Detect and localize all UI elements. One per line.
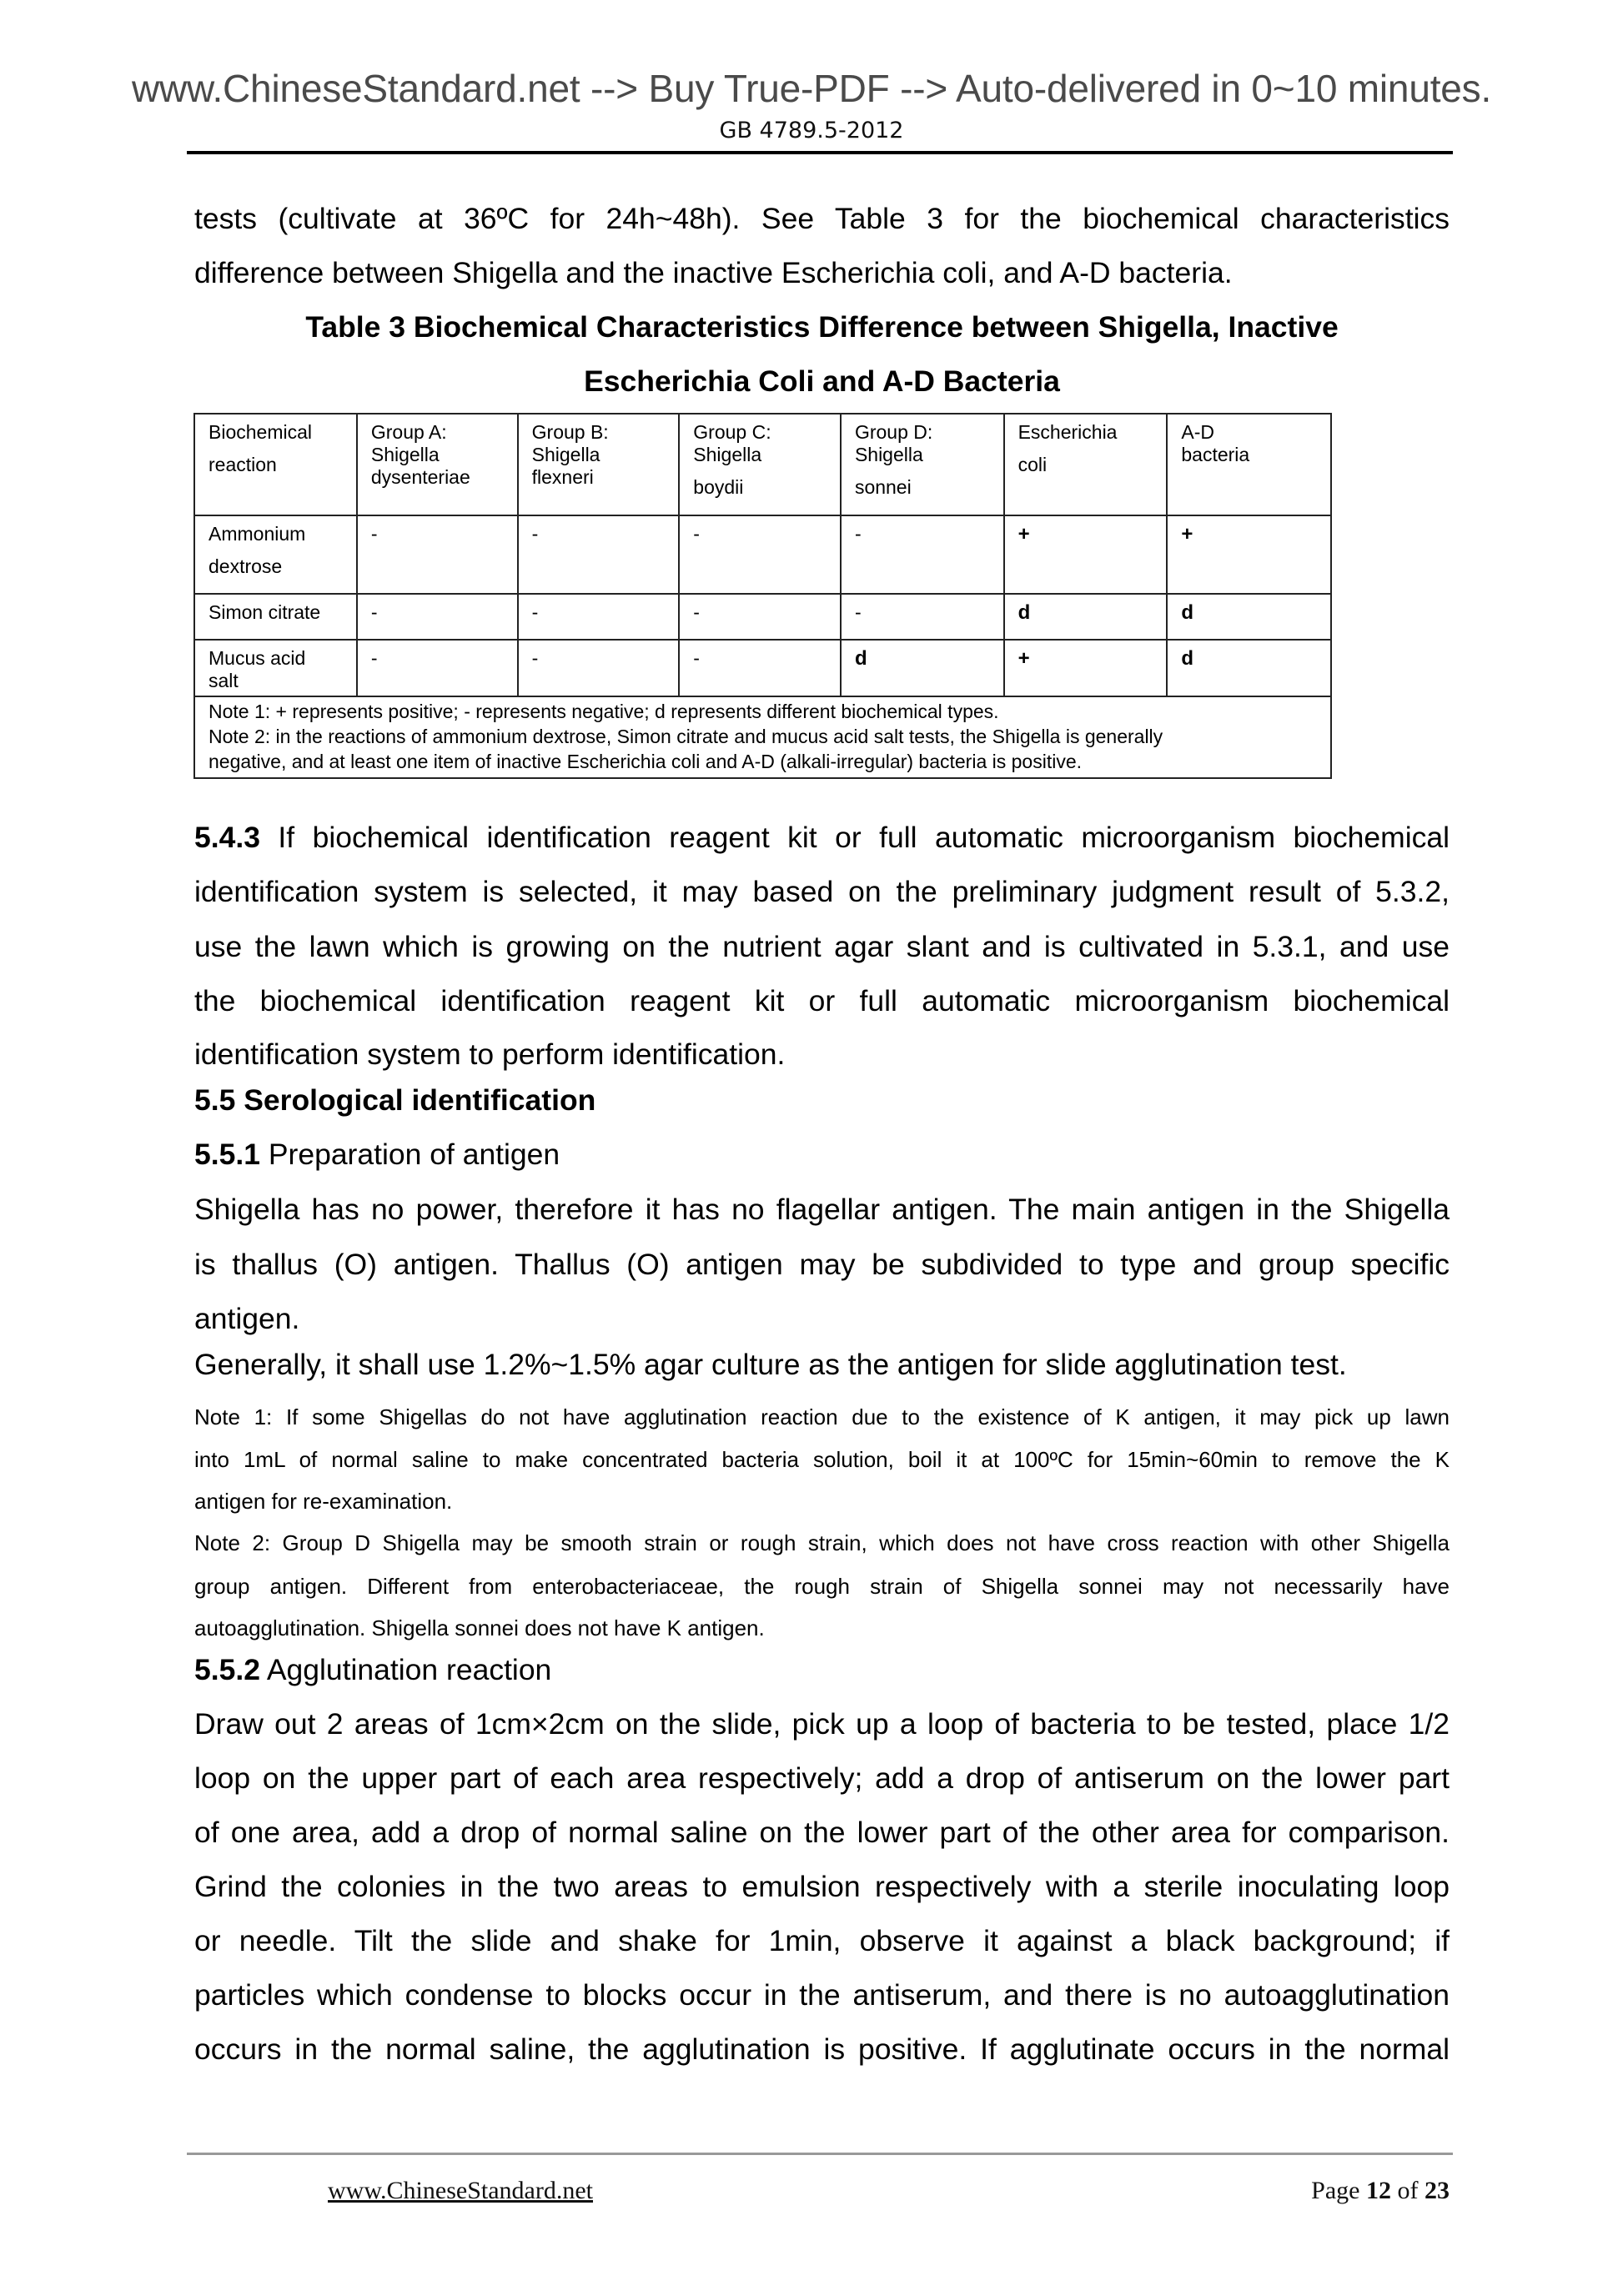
table-cell: - bbox=[357, 594, 518, 640]
table-note: negative, and at least one item of inactive Escherichia coli and A-D (alkali-irregular) bacteria is positive. bbox=[209, 751, 1083, 772]
table-cell: d bbox=[1167, 640, 1331, 696]
reaction-name: Ammonium dextrose bbox=[194, 515, 357, 594]
subsection-heading: 5.5.1 Preparation of antigen bbox=[194, 1138, 560, 1171]
table-cell: + bbox=[1004, 515, 1168, 594]
table-cell: - bbox=[841, 594, 1004, 640]
table-cell: + bbox=[1004, 640, 1168, 696]
promo-banner: www.ChineseStandard.net --> Buy True-PDF --> Auto-delivered in 0~10 minutes. bbox=[131, 67, 1492, 110]
paragraph-line: antigen. bbox=[194, 1302, 300, 1335]
column-header: A-D bacteria bbox=[1167, 414, 1331, 515]
table-notes-row bbox=[194, 696, 1331, 778]
table-cell: - bbox=[841, 515, 1004, 594]
table-header-row bbox=[194, 414, 1331, 515]
paragraph-line: the biochemical identification reagent kit or full automatic microorganism biochemical bbox=[194, 984, 1450, 1017]
table-cell: - bbox=[679, 515, 841, 594]
table-cell: + bbox=[1167, 515, 1331, 594]
paragraph-line: tests (cultivate at 36ºC for 24h~48h). See Table 3 for the biochemical characteristics bbox=[194, 202, 1450, 235]
total-pages: 23 bbox=[1425, 2177, 1450, 2204]
table-notes bbox=[194, 696, 1331, 778]
column-header: Group B: Shigella flexneri bbox=[518, 414, 680, 515]
paragraph-line: Grind the colonies in the two areas to emulsion respectively with a sterile inoculating loop bbox=[194, 1870, 1450, 1903]
subsection-heading: 5.5.2 Agglutination reaction bbox=[194, 1653, 552, 1686]
section-heading: 5.5 Serological identification bbox=[194, 1083, 596, 1117]
paragraph-line: particles which condense to blocks occur in the antiserum, and there is no autoagglutination bbox=[194, 1978, 1450, 2012]
table-title: Escherichia Coli and A-D Bacteria bbox=[584, 364, 1060, 398]
note-line: antigen for re-examination. bbox=[194, 1489, 453, 1514]
paragraph-line: is thallus (O) antigen. Thallus (O) antigen may be subdivided to type and group specific bbox=[194, 1248, 1450, 1281]
note-line: Note 2: Group D Shigella may be smooth strain or rough strain, which does not have cross reaction with other Shigella bbox=[194, 1530, 1450, 1555]
reaction-name: Simon citrate bbox=[194, 594, 357, 640]
table-cell: d bbox=[1167, 594, 1331, 640]
paragraph-line: of one area, add a drop of normal saline on the lower part of the other area for comparison. bbox=[194, 1816, 1450, 1849]
current-page: 12 bbox=[1366, 2177, 1391, 2204]
paragraph-line: loop on the upper part of each area respectively; add a drop of antiserum on the lower part bbox=[194, 1761, 1450, 1795]
paragraph-line: identification system to perform identification. bbox=[194, 1037, 786, 1071]
note-line: group antigen. Different from enterobacteriaceae, the rough strain of Shigella sonnei may not necessarily have bbox=[194, 1574, 1450, 1599]
column-header: Escherichia coli bbox=[1004, 414, 1168, 515]
reaction-name: Mucus acid salt bbox=[194, 640, 357, 696]
table-cell: d bbox=[1004, 594, 1168, 640]
table-cell: - bbox=[357, 640, 518, 696]
section-number: 5.5.2 bbox=[194, 1653, 260, 1686]
section-number: 5.4.3 bbox=[194, 821, 260, 854]
section-number: 5.5.1 bbox=[194, 1138, 260, 1171]
table-cell: - bbox=[518, 515, 680, 594]
column-header: Biochemical reaction bbox=[194, 414, 357, 515]
table-row bbox=[194, 640, 1331, 696]
table-note: Note 2: in the reactions of ammonium dextrose, Simon citrate and mucus acid salt tests, the Shigella is generally bbox=[209, 726, 1163, 747]
column-header: Group C: Shigella boydii bbox=[679, 414, 841, 515]
table-row bbox=[194, 594, 1331, 640]
note-line: Note 1: If some Shigellas do not have agglutination reaction due to the existence of K antigen, it may pick up lawn bbox=[194, 1404, 1450, 1429]
table-cell: - bbox=[679, 594, 841, 640]
paragraph-line: identification system is selected, it may based on the preliminary judgment result of 5.3.2, bbox=[194, 875, 1450, 908]
column-header: Group A: Shigella dysenteriae bbox=[357, 414, 518, 515]
footer-site-link[interactable]: www.ChineseStandard.net bbox=[328, 2177, 593, 2204]
paragraph-line: use the lawn which is growing on the nutrient agar slant and is cultivated in 5.3.1, and use bbox=[194, 930, 1450, 963]
table-cell: d bbox=[841, 640, 1004, 696]
paragraph-line: Generally, it shall use 1.2%~1.5% agar culture as the antigen for slide agglutination test. bbox=[194, 1348, 1347, 1381]
footer-divider bbox=[187, 2153, 1453, 2155]
table-title: Table 3 Biochemical Characteristics Difference between Shigella, Inactive bbox=[305, 310, 1339, 344]
paragraph-line: occurs in the normal saline, the agglutination is positive. If agglutinate occurs in the normal bbox=[194, 2032, 1450, 2066]
table-cell: - bbox=[679, 640, 841, 696]
section-5-4-3-line: 5.4.3 If biochemical identification reagent kit or full automatic microorganism biochemical bbox=[194, 821, 1450, 854]
note-line: autoagglutination. Shigella sonnei does not have K antigen. bbox=[194, 1615, 765, 1640]
table-row bbox=[194, 515, 1331, 594]
note-line: into 1mL of normal saline to make concentrated bacteria solution, boil it at 100ºC for 15min~60min to remove the K bbox=[194, 1447, 1450, 1472]
biochemical-table bbox=[193, 413, 1332, 779]
table-note: Note 1: + represents positive; - represents negative; d represents different biochemical types. bbox=[209, 701, 999, 722]
table-cell: - bbox=[518, 594, 680, 640]
paragraph-line: or needle. Tilt the slide and shake for 1min, observe it against a black background; if bbox=[194, 1924, 1450, 1957]
page-indicator: Page 12 of 23 bbox=[1311, 2177, 1450, 2204]
paragraph-line: Draw out 2 areas of 1cm×2cm on the slide, pick up a loop of bacteria to be tested, place 1/2 bbox=[194, 1707, 1450, 1741]
table-cell: - bbox=[357, 515, 518, 594]
paragraph-line: difference between Shigella and the inactive Escherichia coli, and A-D bacteria. bbox=[194, 256, 1233, 289]
standard-number: GB 4789.5-2012 bbox=[719, 118, 904, 143]
table-cell: - bbox=[518, 640, 680, 696]
header-divider bbox=[187, 151, 1453, 154]
paragraph-line: Shigella has no power, therefore it has no flagellar antigen. The main antigen in the Shigella bbox=[194, 1193, 1450, 1226]
column-header: Group D: Shigella sonnei bbox=[841, 414, 1004, 515]
